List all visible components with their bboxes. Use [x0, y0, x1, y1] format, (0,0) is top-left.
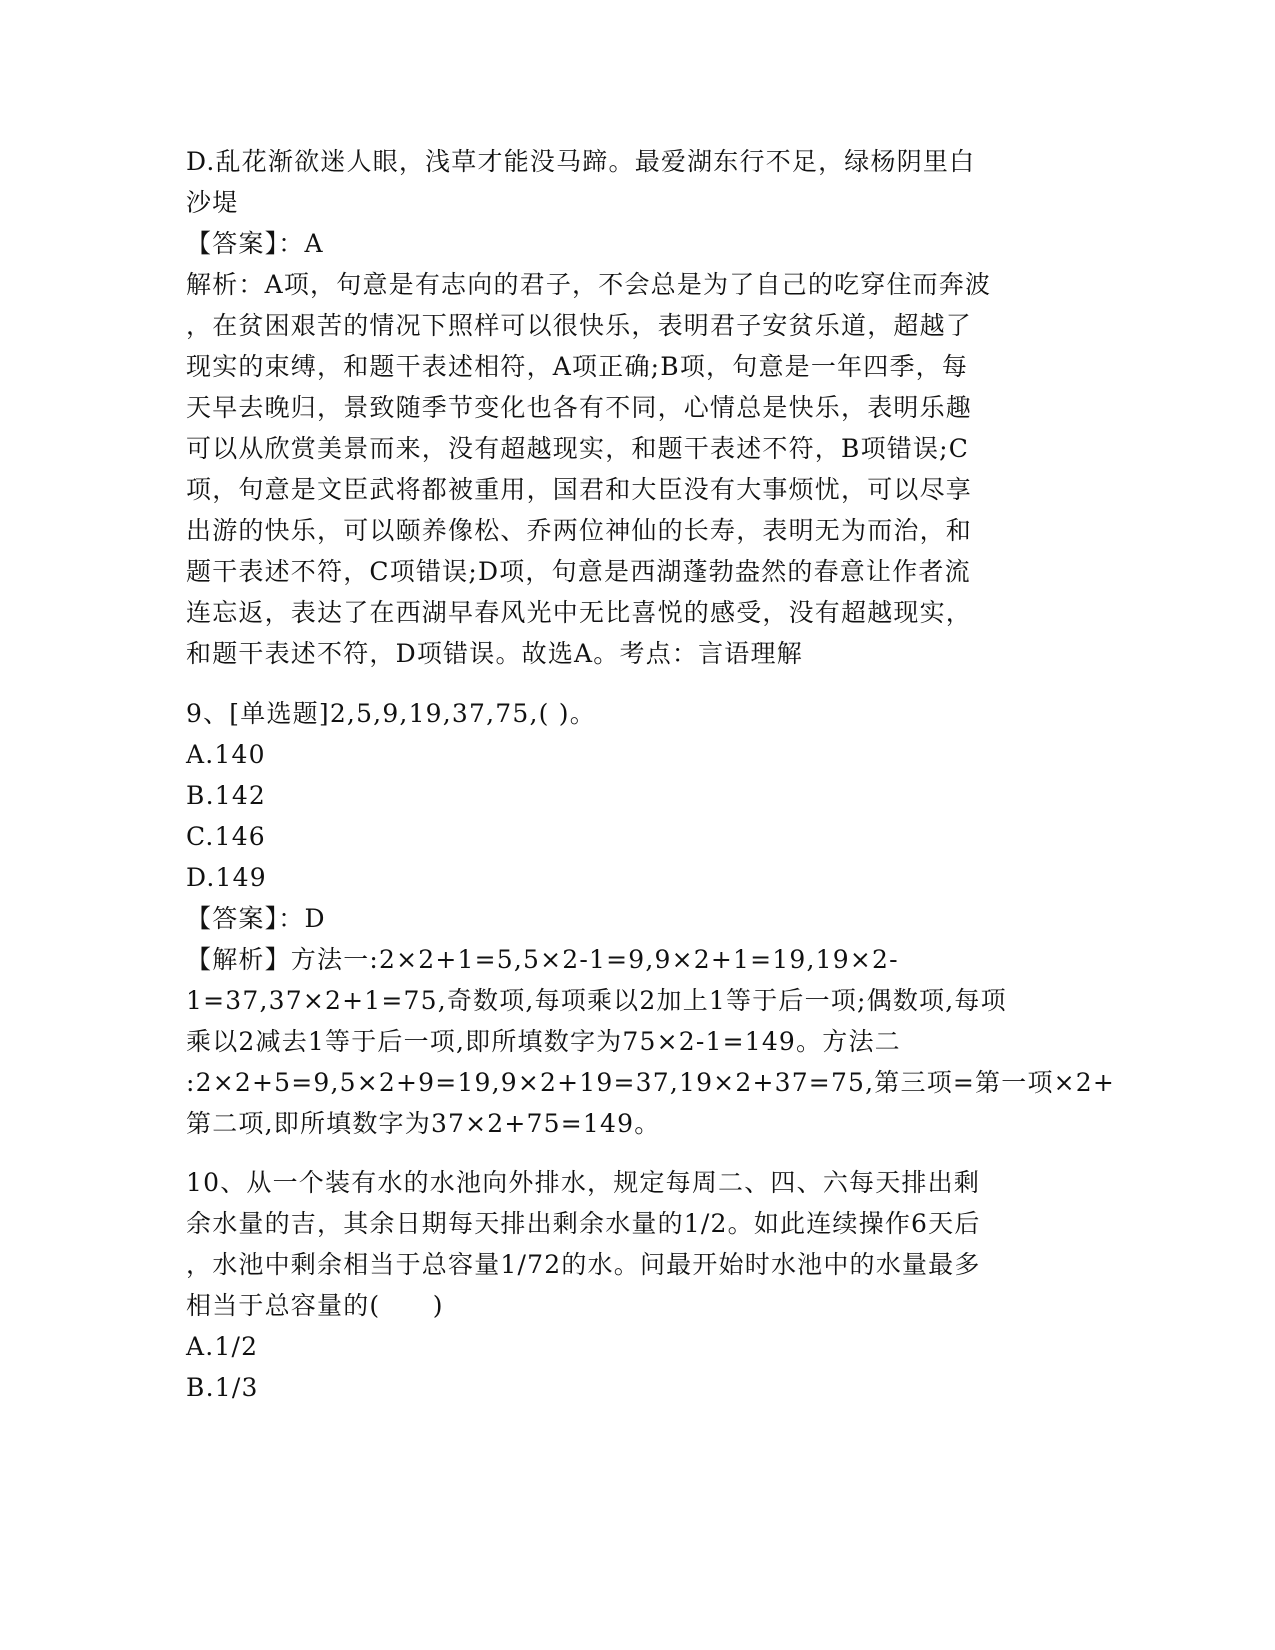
q9-option-b: B.142 — [186, 781, 267, 810]
q10-question-line-3: ，水池中剩余相当于总容量1/72的水。问最开始时水池中的水量最多 — [186, 1250, 981, 1279]
q10-question-line-1: 10、从一个装有水的水池向外排水，规定每周二、四、六每天排出剩 — [186, 1168, 981, 1197]
q8-analysis-line-3: 现实的束缚，和题干表述相符，A项正确;B项，句意是一年四季，每 — [186, 352, 969, 381]
q8-option-d-line-2: 沙堤 — [186, 188, 239, 217]
q9-analysis-line-5: 第二项,即所填数字为37×2+75=149。 — [186, 1109, 661, 1138]
q10-question-line-4: 相当于总容量的( ) — [186, 1291, 444, 1320]
q8-analysis-line-9: 连忘返，表达了在西湖早春风光中无比喜悦的感受，没有超越现实， — [186, 598, 973, 627]
q9-question: 9、[单选题]2,5,9,19,37,75,( )。 — [186, 699, 596, 728]
q8-answer: 【答案】：A — [186, 229, 324, 258]
q10-question-line-2: 余水量的吉，其余日期每天排出剩余水量的1/2。如此连续操作6天后 — [186, 1209, 981, 1238]
q9-option-c: C.146 — [186, 822, 266, 851]
q9-analysis-line-1: 【解析】方法一:2×2+1=5,5×2-1=9,9×2+1=19,19×2- — [186, 945, 899, 974]
q8-analysis-line-2: ，在贫困艰苦的情况下照样可以很快乐，表明君子安贫乐道，超越了 — [186, 311, 973, 340]
q9-analysis-line-3: 乘以2减去1等于后一项,即所填数字为75×2-1=149。方法二 — [186, 1027, 901, 1056]
q8-analysis-line-10: 和题干表述不符，D项错误。故选A。考点：言语理解 — [186, 639, 803, 668]
q10-option-b: B.1/3 — [186, 1373, 259, 1402]
q8-analysis-line-8: 题干表述不符，C项错误;D项，句意是西湖蓬勃盎然的春意让作者流 — [186, 557, 971, 586]
q8-option-d-line-1: D.乱花渐欲迷人眼，浅草才能没马蹄。最爱湖东行不足，绿杨阴里白 — [186, 147, 976, 176]
q9-analysis-line-2: 1=37,37×2+1=75,奇数项,每项乘以2加上1等于后一项;偶数项,每项 — [186, 986, 1007, 1015]
q8-analysis-line-1: 解析：A项，句意是有志向的君子，不会总是为了自己的吃穿住而奔波 — [186, 270, 992, 299]
q9-option-a: A.140 — [186, 740, 266, 769]
q8-analysis-line-5: 可以从欣赏美景而来，没有超越现实，和题干表述不符，B项错误;C — [186, 434, 970, 463]
q10-option-a: A.1/2 — [186, 1332, 259, 1361]
q8-analysis-line-7: 出游的快乐，可以颐养像松、乔两位神仙的长寿，表明无为而治，和 — [186, 516, 973, 545]
q9-analysis-line-4: :2×2+5=9,5×2+9=19,9×2+19=37,19×2+37=75,第三项=第一项×2+ — [186, 1068, 1116, 1097]
q8-analysis-line-4: 天早去晚归，景致随季节变化也各有不同，心情总是快乐，表明乐趣 — [186, 393, 973, 422]
q9-option-d: D.149 — [186, 863, 267, 892]
q8-analysis-line-6: 项，句意是文臣武将都被重用，国君和大臣没有大事烦忧，可以尽享 — [186, 475, 973, 504]
q9-answer: 【答案】：D — [186, 904, 326, 933]
